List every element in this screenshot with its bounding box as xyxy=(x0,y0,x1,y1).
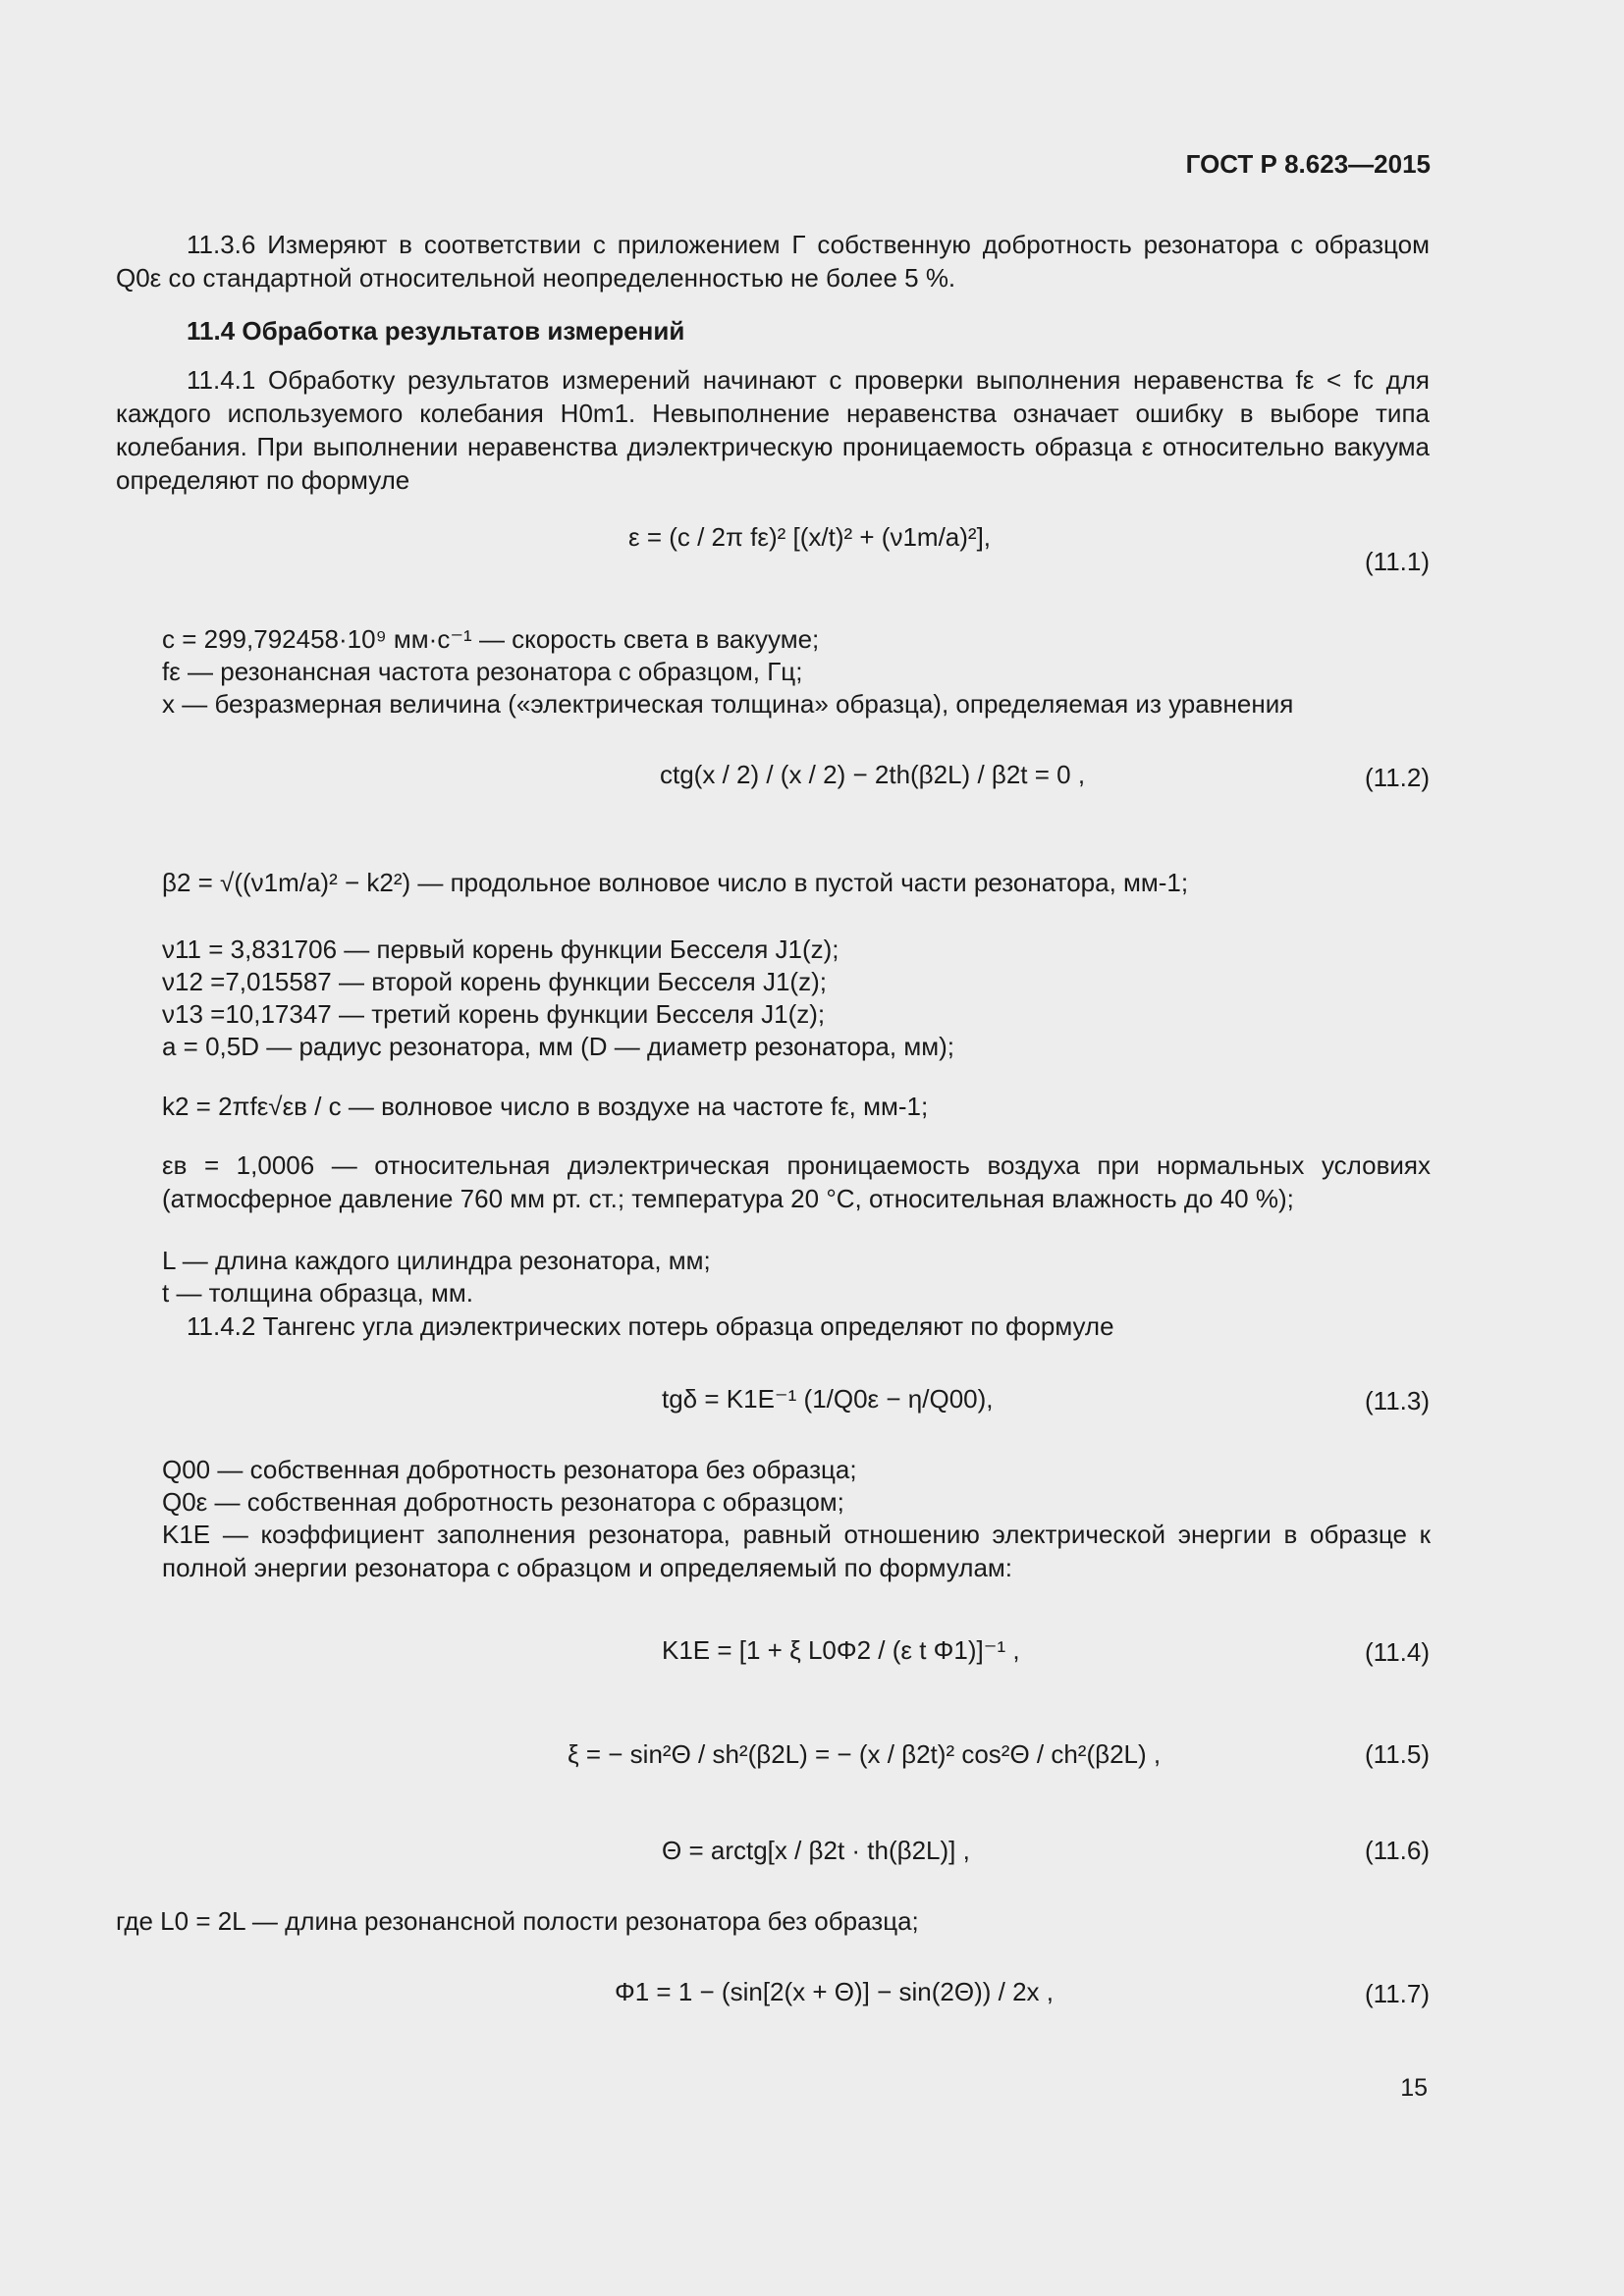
equation-11-2: ctg(x / 2) / (x / 2) − 2th(β2L) / β2t = 0 , xyxy=(660,760,1086,789)
equation-number-11-6: (11.6) xyxy=(1365,1836,1430,1865)
definition-K1E: K1E — коэффициент заполнения резонатора, равный отношению электрической энергии в образце к полной энергии резонатора с образцом и определяемый по формулам: xyxy=(162,1520,1431,1582)
document-header: ГОСТ Р 8.623—2015 xyxy=(1185,149,1431,179)
equation-number-11-4: (11.4) xyxy=(1365,1637,1430,1667)
definition-t: t — толщина образца, мм. xyxy=(162,1278,473,1308)
equation-number-11-1: (11.1) xyxy=(1365,547,1430,576)
equation-11-1: ε = (c / 2π fε)² [(x/t)² + (ν1m/a)²], xyxy=(628,522,992,552)
definition-Q0e: Q0ε — собственная добротность резонатора с образцом; xyxy=(162,1487,844,1517)
definition-nu12: ν12 =7,015587 — второй корень функции Бесселя J1(z); xyxy=(162,967,827,996)
definition-k2: k2 = 2πfε√εв / c — волновое число в воздухе на частоте fε, мм-1; xyxy=(162,1092,929,1121)
definition-c: c = 299,792458·10⁹ мм·с⁻¹ — скорость света в вакууме; xyxy=(162,624,820,654)
equation-number-11-7: (11.7) xyxy=(1365,1979,1430,2008)
paragraph-11-4-1: 11.4.1 Обработку результатов измерений начинают с проверки выполнения неравенства fε < fc для каждого используемого колебания H0m1. Невыполнение неравенства означает ошибку в выборе типа колебания. При выполнении неравенства диэлектрическую проницаемость образца ε относительно вакуума определяют по формуле xyxy=(116,365,1430,495)
equation-number-11-3: (11.3) xyxy=(1365,1386,1430,1415)
paragraph-11-4-2: 11.4.2 Тангенс угла диэлектрических потерь образца определяют по формуле xyxy=(187,1311,1114,1341)
paragraph-11-3-6: 11.3.6 Измеряют в соответствии с приложением Г собственную добротность резонатора с образцом Q0ε со стандартной относительной неопределенностью не более 5 %. xyxy=(116,230,1430,293)
equation-11-7: Φ1 = 1 − (sin[2(x + Θ)] − sin(2Θ)) / 2x , xyxy=(615,1977,1055,2006)
equation-11-5: ξ = − sin²Θ / sh²(β2L) = − (x / β2t)² cos²Θ / ch²(β2L) , xyxy=(568,1739,1162,1769)
definition-L: L — длина каждого цилиндра резонатора, мм; xyxy=(162,1246,711,1275)
definition-beta2: β2 = √((ν1m/a)² − k2²) — продольное волновое число в пустой части резонатора, мм-1; xyxy=(162,868,1189,897)
definition-Q00: Q00 — собственная добротность резонатора без образца; xyxy=(162,1455,857,1484)
definition-a: a = 0,5D — радиус резонатора, мм (D — диаметр резонатора, мм); xyxy=(162,1032,954,1061)
equation-11-6: Θ = arctg[x / β2t · th(β2L)] , xyxy=(662,1836,970,1865)
definition-nu11: ν11 = 3,831706 — первый корень функции Бесселя J1(z); xyxy=(162,934,839,964)
section-heading-11-4: 11.4 Обработка результатов измерений xyxy=(187,316,685,346)
definition-f-epsilon: fε — резонансная частота резонатора с образцом, Гц; xyxy=(162,657,803,686)
definition-nu13: ν13 =10,17347 — третий корень функции Бесселя J1(z); xyxy=(162,999,826,1029)
equation-11-3: tgδ = K1E⁻¹ (1/Q0ε − η/Q00), xyxy=(662,1384,994,1414)
page-number: 15 xyxy=(1400,2074,1428,2102)
equation-number-11-5: (11.5) xyxy=(1365,1739,1430,1769)
equation-11-4: K1E = [1 + ξ L0Φ2 / (ε t Φ1)]⁻¹ , xyxy=(662,1635,1020,1665)
definition-epsilon-v: εв = 1,0006 — относительная диэлектрическая проницаемость воздуха при нормальных условиях (атмосферное давление 760 мм рт. ст.; температура 20 °С, относительная влажность до 40 %); xyxy=(162,1150,1431,1213)
equation-number-11-2: (11.2) xyxy=(1365,763,1430,792)
definition-x: x — безразмерная величина («электрическая толщина» образца), определяемая из уравнения xyxy=(162,689,1294,719)
where-L0: где L0 = 2L — длина резонансной полости резонатора без образца; xyxy=(116,1906,919,1936)
